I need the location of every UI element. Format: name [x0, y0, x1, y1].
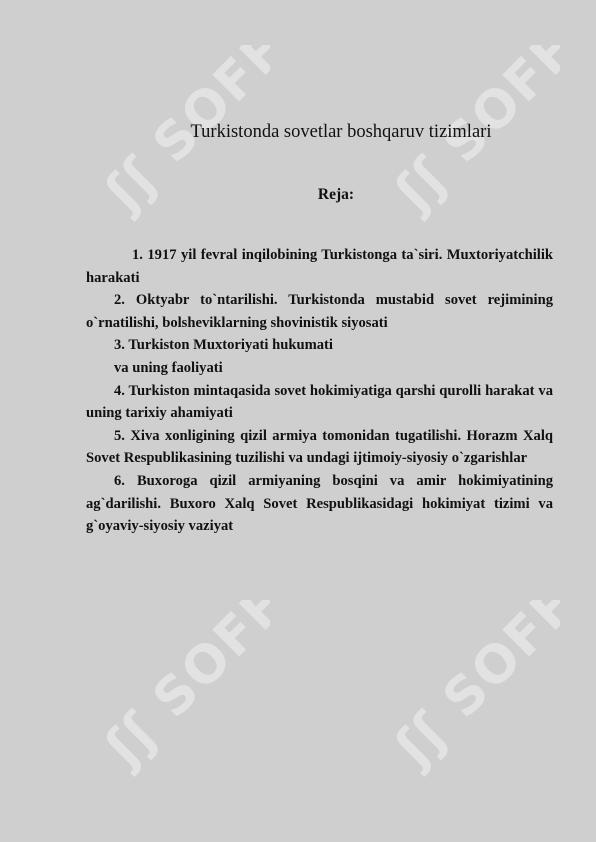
- plan-item: 3. Turkiston Muxtoriyati hukumati: [114, 337, 333, 354]
- svg-text:ʃʃ SOFF: ʃʃ SOFF: [94, 45, 270, 223]
- soff-logo-icon: [360, 45, 560, 245]
- plan-item: 2. Oktyabr to`ntarilishi. Turkistonda mustabid sovet rejimining o`rnatilishi, bolsheviklarning shovinistik siyosati: [86, 292, 553, 331]
- plan-heading: Reja:: [317, 186, 355, 203]
- plan-item: 4. Turkiston mintaqasida sovet hokimiyatiga qarshi qurolli harakat va uning tarixiy ahamiyati: [86, 382, 553, 422]
- svg-text:ʃʃ SOFF: ʃʃ SOFF: [384, 45, 560, 223]
- document-title: Turkistonda sovetlar boshqaruv tizimlari: [190, 122, 492, 142]
- plan-list: [86, 244, 553, 538]
- svg-text:ʃʃ SOFF: ʃʃ SOFF: [384, 600, 560, 778]
- plan-item: 1. 1917 yil fevral inqilobining Turkistonga ta`siri. Muxtoriyatchilik harakati: [86, 247, 553, 286]
- plan-item-continuation: va uning faoliyati: [114, 359, 223, 376]
- soff-watermark-logo: [360, 45, 560, 245]
- soff-logo-icon: [70, 45, 270, 245]
- soff-watermark-logo: [70, 600, 270, 800]
- svg-text:ʃʃ SOFF: ʃʃ SOFF: [94, 600, 270, 778]
- soff-watermark-logo: [70, 45, 270, 245]
- soff-watermark-logo: [360, 600, 560, 800]
- plan-item: 5. Xiva xonligining qizil armiya tomonidan tugatilishi. Horazm Xalq Sovet Respublikasining tuzilishi va undagi ijtimoiy-siyosiy o`zgarishlar: [86, 427, 553, 467]
- soff-logo-icon: [360, 600, 560, 800]
- soff-logo-icon: [70, 600, 270, 800]
- plan-item: 6. Buxoroga qizil armiyaning bosqini va amir hokimiyatining ag`darilishi. Buxoro Xalq Sovet Respublikasidagi hokimiyat tizimi va g`oyaviy-siyosiy vaziyat: [86, 472, 553, 535]
